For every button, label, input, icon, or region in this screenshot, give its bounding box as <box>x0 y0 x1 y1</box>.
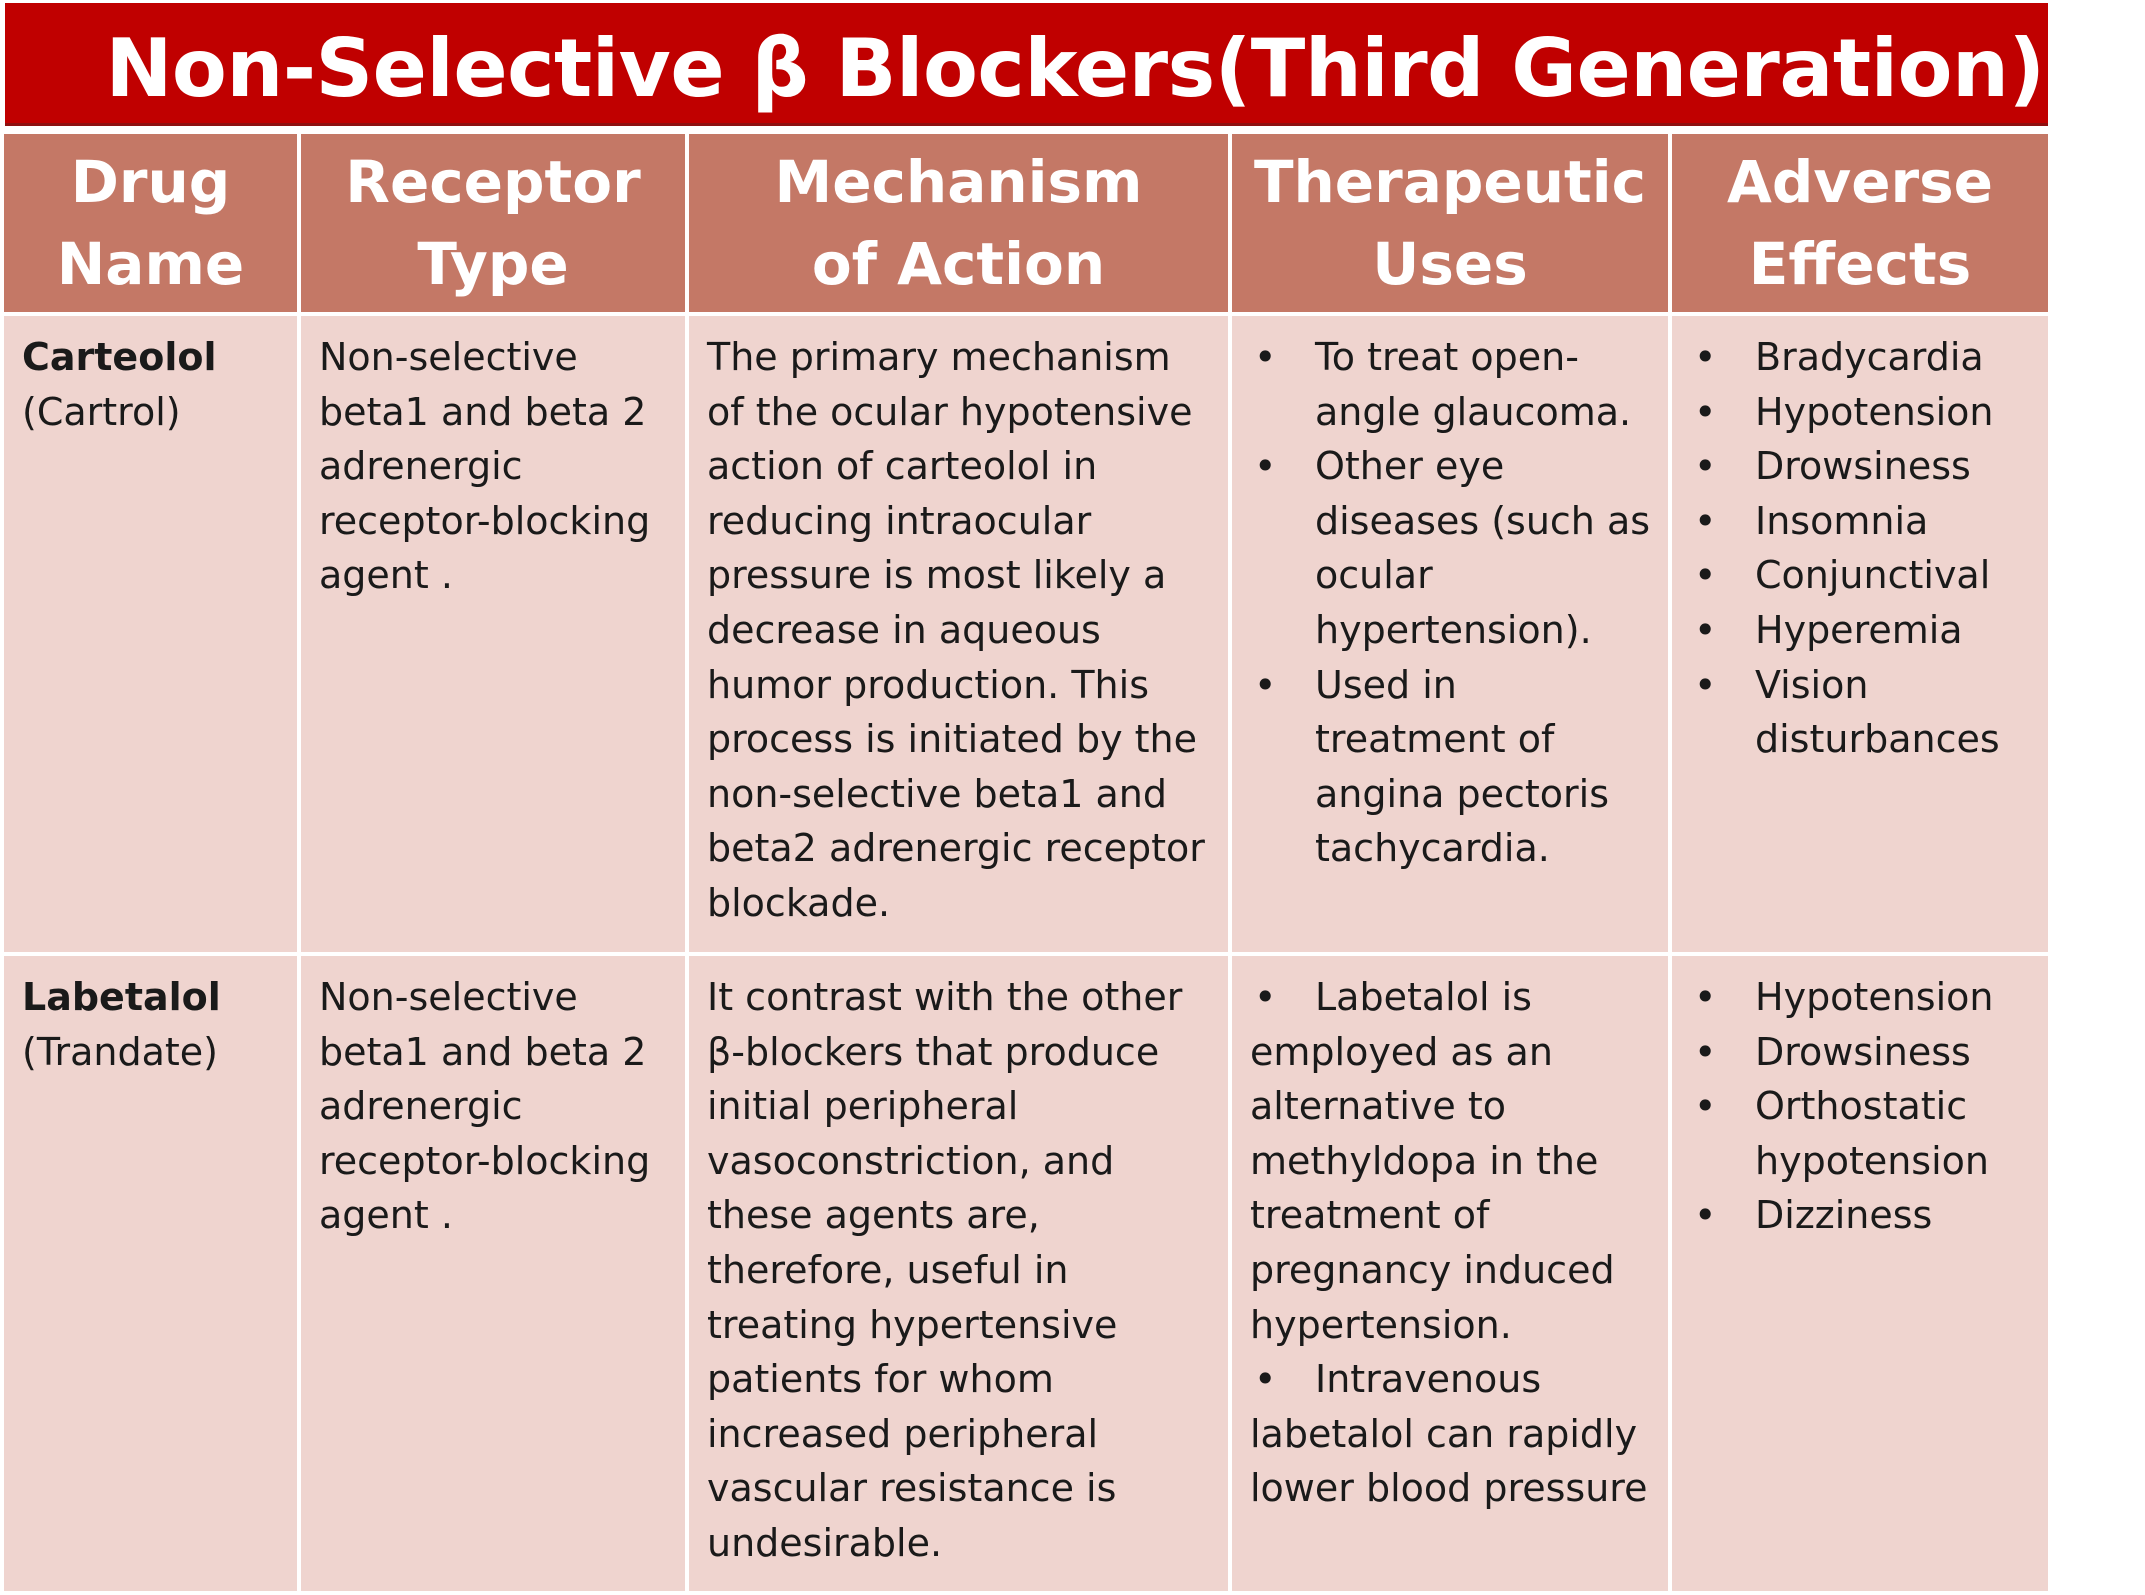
header-row <box>4 134 2048 312</box>
title-bar <box>5 3 2048 126</box>
list-item: • Intravenous labetalol can rapidly lower blood pressure <box>1250 1352 1654 1516</box>
mechanism-cell: The primary mechanism of the ocular hypotensive action of carteolol in reducing intraocular pressure is most likely a decrease in aqueous humor production. This process is initiated by the non-selective beta1 and beta2 adrenergic receptor blockade. <box>689 316 1228 952</box>
drug-name-cell <box>4 956 297 1591</box>
adverse-effects-cell <box>1672 956 2048 1591</box>
therapeutic-uses-cell <box>1232 316 1668 952</box>
header-adverse-effects: Adverse Effects <box>1672 134 2048 312</box>
list-item: • Orthostatic hypotension <box>1690 1079 2034 1188</box>
drug-name-cell <box>4 316 297 952</box>
list-item: • Drowsiness <box>1690 1025 2034 1080</box>
header-therapeutic-uses: Therapeutic Uses <box>1232 134 1668 312</box>
adverse-effects-cell <box>1672 316 2048 952</box>
bullet-glyph: • <box>1254 975 1277 1019</box>
list-item: • Hypotension <box>1690 385 2034 440</box>
list-item: • Insomnia <box>1690 494 2034 549</box>
mechanism-cell: It contrast with the other β-blockers that produce initial peripheral vasoconstriction, and these agents are, therefore, useful in treating hypertensive patients for whom increased peripheral vascular resistance is undesirable. <box>689 956 1228 1591</box>
table-row-carteolol <box>4 316 2048 952</box>
list-item: • Bradycardia <box>1690 330 2034 385</box>
receptor-type-cell: Non-selective beta1 and beta 2 adrenergic receptor-blocking agent . <box>301 316 685 952</box>
drug-table <box>0 130 2052 1595</box>
drug-brand: (Cartrol) <box>22 389 181 434</box>
uses-list <box>1250 330 1654 876</box>
header-drug-name: Drug Name <box>4 134 297 312</box>
adverse-effects-list <box>1690 330 2034 767</box>
list-item: • To treat open-angle glaucoma. <box>1250 330 1654 439</box>
list-item: • Hypotension <box>1690 970 2034 1025</box>
list-item: • Vision disturbances <box>1690 658 2034 767</box>
list-item: • Other eye diseases (such as ocular hypertension). <box>1250 439 1654 657</box>
slide-title: Non-Selective β Blockers(Third Generation) <box>105 22 2045 115</box>
adverse-effects-list <box>1690 970 2034 1243</box>
list-item: • Hyperemia <box>1690 603 2034 658</box>
drug-name: Carteolol <box>22 335 217 379</box>
table-row-labetalol <box>4 956 2048 1591</box>
header-mechanism: Mechanism of Action <box>689 134 1228 312</box>
list-item: • Labetalol is employed as an alternative to methyldopa in the treatment of pregnancy induced hypertension. <box>1250 970 1654 1352</box>
list-item: • Used in treatment of angina pectoris tachycardia. <box>1250 658 1654 876</box>
list-item: • Dizziness <box>1690 1188 2034 1243</box>
therapeutic-uses-cell <box>1232 956 1668 1591</box>
drug-name: Labetalol <box>22 975 221 1019</box>
list-item: • Drowsiness <box>1690 439 2034 494</box>
drug-brand: (Trandate) <box>22 1029 218 1074</box>
list-item: • Conjunctival <box>1690 548 2034 603</box>
bullet-glyph: • <box>1254 1357 1277 1402</box>
header-receptor-type: Receptor Type <box>301 134 685 312</box>
receptor-type-cell: Non-selective beta1 and beta 2 adrenergic receptor-blocking agent . <box>301 956 685 1591</box>
